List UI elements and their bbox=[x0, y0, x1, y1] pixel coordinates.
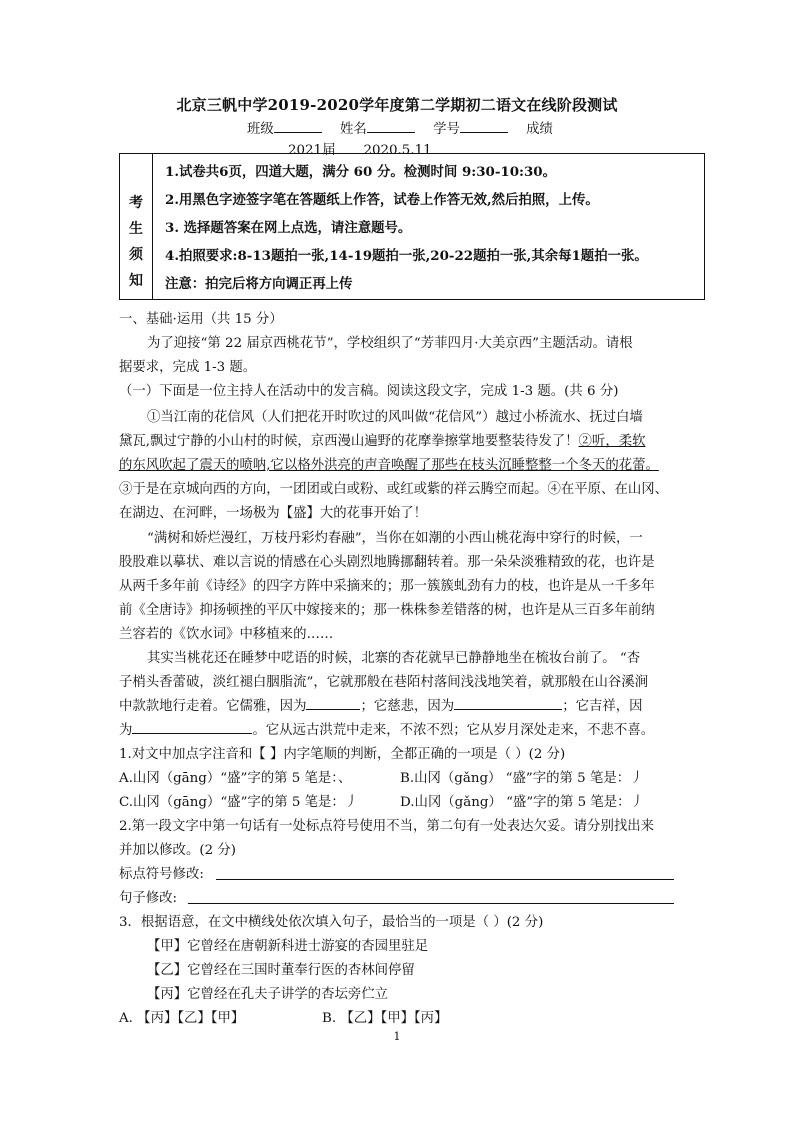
passage-line: 其实当桃花还在睡梦中呓语的时候，北寨的杏花就早已静静地坐在梳妆台前了。 “杏 bbox=[147, 651, 641, 666]
notice-side-char: 考 bbox=[129, 195, 143, 211]
passage-text: 。它从远古洪荒中走来，不浓不烈；它从岁月深处走来，不悲不喜。 bbox=[252, 723, 655, 738]
section-intro: 为了迎接“第 22 届京西桃花节”，学校组织了“芳菲四月·大美京西”主题活动。请根 bbox=[147, 336, 633, 351]
cohort: 2021届 bbox=[288, 143, 336, 158]
punctuation-fix-label: 标点符号修改: bbox=[119, 867, 204, 882]
exam-title: 北京三帆中学2019-2020学年度第二学期初二语文在线阶段测试 bbox=[176, 96, 618, 114]
passage-line: 在湖边、在河畔，一场极为【盛】大的花事开始了！ bbox=[119, 506, 427, 521]
passage-line bbox=[119, 430, 646, 449]
passage-line: 前《全唐诗》抑扬顿挫的平仄中嫁接来的；那一株株参差错落的树，也许是从三百多年前纳 bbox=[119, 603, 655, 618]
option-bing: 【丙】它曾经在孔夫子讲学的杏坛旁伫立 bbox=[147, 987, 389, 1002]
option-jia: 【甲】它曾经在唐朝新科进士游宴的杏园里驻足 bbox=[147, 939, 429, 954]
passage-underlined-line: 的东风吹起了震天的喷呐,它以格外洪亮的声音唤醒了那些在枝头沉睡整整一个冬天的花蕾。 bbox=[119, 458, 659, 473]
name-label: 姓名 bbox=[340, 122, 367, 137]
notice-line: 3. 选择题答案在网上点选，请注意题号。 bbox=[165, 220, 412, 236]
notice-line: 4.拍照要求:8-13题拍一张,14-19题拍一张,20-22题拍一张,其余每1题拍一张。 bbox=[165, 248, 648, 264]
student-info-row bbox=[247, 118, 553, 137]
option-3b: B. 【乙】【甲】【丙】 bbox=[322, 1011, 448, 1026]
passage-text: 为 bbox=[119, 723, 133, 738]
page-number: 1 bbox=[393, 1030, 401, 1043]
score-label: 成绩 bbox=[526, 122, 553, 137]
answer-blank bbox=[306, 697, 360, 710]
passage-line bbox=[119, 719, 654, 738]
notice-side-char: 生 bbox=[129, 221, 143, 237]
notice-line: 1.试卷共6页，四道大题，满分 60 分。检测时间 9:30-10:30。 bbox=[165, 164, 557, 180]
answer-blank bbox=[454, 697, 562, 710]
notice-side-char: 须 bbox=[129, 247, 143, 263]
exam-date: 2020.5.11 bbox=[363, 143, 432, 158]
passage-line: 从两千多年前《诗经》的四字方阵中采摘来的；那一簇簇虬劲有力的枝，也许是从一千多年 bbox=[119, 579, 655, 594]
passage-line bbox=[119, 695, 643, 714]
passage-line: 兰容若的《饮水词》中移植来的…… bbox=[119, 627, 334, 642]
exam-notice-box bbox=[119, 153, 705, 300]
passage-underlined-text: ②听，柔软 bbox=[578, 434, 646, 449]
option-1c: C.山冈（gāng）“盛”字的第 5 笔是：丿 bbox=[119, 795, 359, 810]
option-3a: A. 【丙】【乙】【甲】 bbox=[119, 1011, 245, 1026]
answer-blank bbox=[132, 721, 252, 734]
notice-line: 注意：拍完后将方向调正再上传 bbox=[165, 276, 353, 292]
class-blank bbox=[274, 120, 322, 133]
passage-line: “满树和娇烂漫红，万枝丹彩灼春融”，当你在如潮的小西山桃花海中穿行的时候，一 bbox=[147, 531, 643, 546]
passage-line: 子梢头香蕾破，淡红褪白胭脂流”，它就那般在巷陌村落间浅浅地笑着，就那般在山谷溪涧 bbox=[119, 675, 649, 690]
passage-text: 黛瓦,飘过宁静的小山村的时候，京西漫山遍野的花摩拳擦掌地要整装待发了！ bbox=[119, 434, 579, 449]
subsection-heading: （一）下面是一位主持人在活动中的发言稿。阅读这段文字，完成 1-3 题。(共 6 分) bbox=[119, 384, 619, 399]
notice-side-label bbox=[120, 154, 153, 299]
name-blank bbox=[367, 120, 415, 133]
sentence-answer-line bbox=[188, 902, 674, 904]
section-heading: 一、基础·运用（共 15 分） bbox=[119, 312, 283, 327]
passage-line: ③于是在京城向西的方向，一团团或白或粉、或红或紫的祥云腾空而起。④在平原、在山冈、 bbox=[119, 482, 669, 497]
option-1d: D.山冈（gǎng） “盛”字的第 5 笔是：丿 bbox=[400, 795, 644, 810]
student-id-blank bbox=[460, 120, 508, 133]
option-1b: B.山冈（gǎng） “盛”字的第 5 笔是：丿 bbox=[400, 771, 644, 786]
section-intro: 据要求，完成 1-3 题。 bbox=[119, 360, 257, 375]
question-1: 1.对文中加点字注音和【 】内字笔顺的判断，全都正确的一项是（ ）(2 分) bbox=[119, 747, 566, 762]
notice-line: 2.用黑色字迹签字笔在答题纸上作答，试卷上作答无效,然后拍照，上传。 bbox=[165, 192, 599, 208]
class-label: 班级 bbox=[247, 122, 274, 137]
student-id-label: 学号 bbox=[433, 122, 460, 137]
question-2: 2.第一段文字中第一句话有一处标点符号使用不当，第二句有一处表达欠妥。请分别找出来 bbox=[119, 819, 655, 834]
passage-text: ；它慈悲，因为 bbox=[360, 699, 455, 714]
notice-side-char: 知 bbox=[129, 273, 143, 289]
option-yi: 【乙】它曾经在三国时董奉行医的杏林间停留 bbox=[147, 963, 415, 978]
question-3: 3．根据语意，在文中横线处依次填入句子，最恰当的一项是（ ）(2 分) bbox=[119, 915, 544, 930]
option-1a: A.山冈（gāng）“盛”字的第 5 笔是：、 bbox=[119, 771, 352, 786]
passage-line: 股股难以摹状、难以言说的情感在心头剧烈地腾挪翻转着。那一朵朵淡雅精致的花，也许是 bbox=[119, 555, 655, 570]
passage-text: 中款款地行走着。它儒雅，因为 bbox=[119, 699, 307, 714]
passage-line: ①当江南的花信风（人们把花开时吹过的风叫做“花信风”）越过小桥流水、抚过白墙 bbox=[147, 410, 643, 425]
passage-text: ；它吉祥，因 bbox=[562, 699, 643, 714]
sentence-fix-label: 句子修改: bbox=[119, 891, 178, 906]
question-2-continued: 并加以修改。(2 分) bbox=[119, 843, 236, 858]
punctuation-answer-line bbox=[216, 878, 674, 880]
